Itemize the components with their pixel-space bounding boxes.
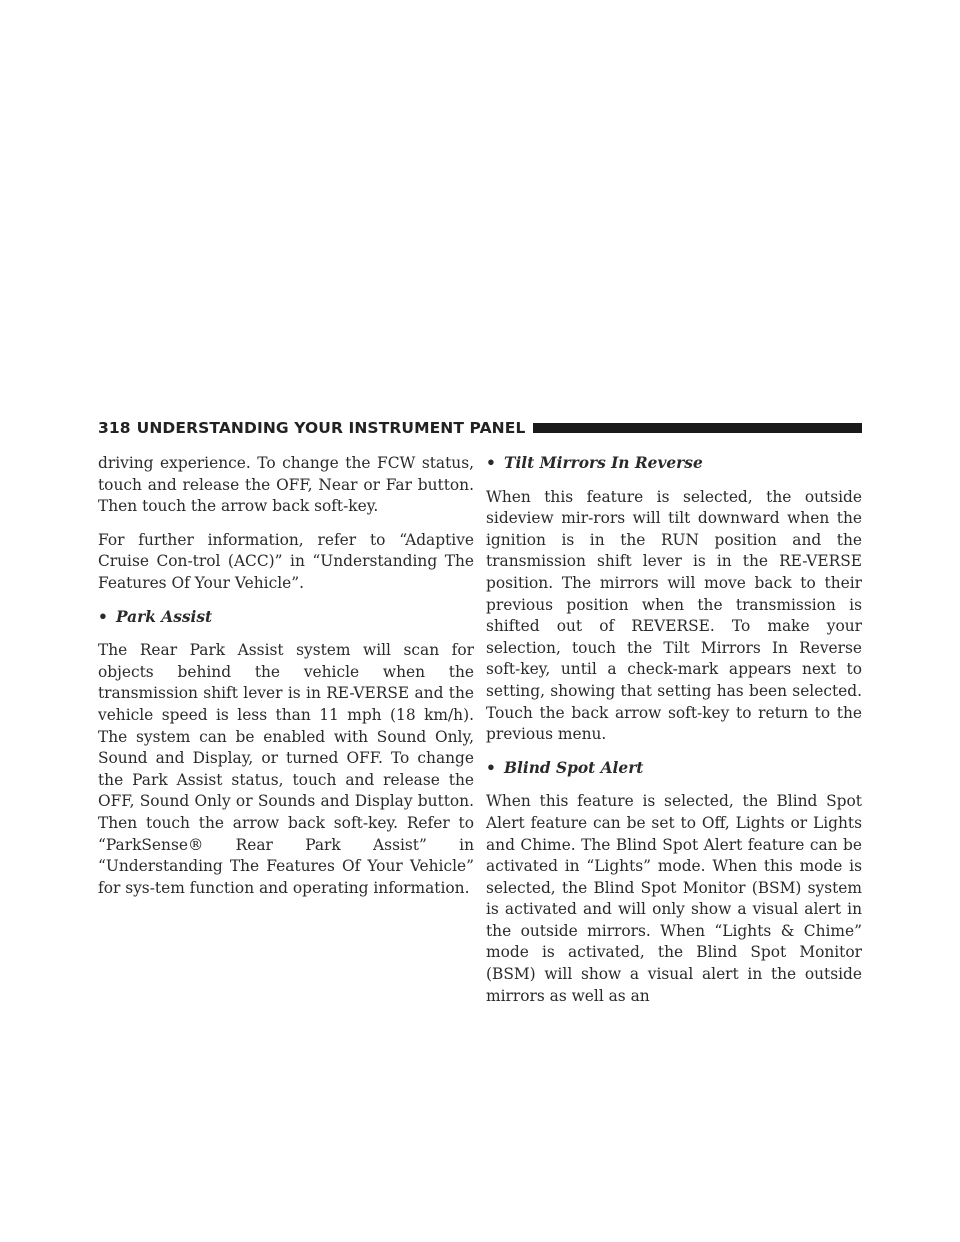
page-header — [98, 414, 862, 442]
header-rule — [533, 423, 862, 433]
paragraph-fcw: driving experience. To change the FCW status, touch and release the OFF, Near or Far button. Then touch the arrow back soft-key. — [98, 454, 474, 516]
bullet: • — [98, 607, 108, 626]
bullet: • — [486, 758, 496, 777]
park-assist-body: The Rear Park Assist system will scan for objects behind the vehicle when the transmission shift lever is in RE-VERSE and the vehicle speed is less than 11 mph (18 km/h). The system can be enabled with Sound Only, Sound and Display, or turned OFF. To change the Park Assist status, touch and release the OFF, Sound Only or Sounds and Display button. Then touch the arrow back soft-key. Refer to “ParkSense® Rear Park Assist” in “Understanding The Features Of Your Vehicle” for sys-tem function and operating information. — [98, 641, 474, 897]
tilt-mirrors-body: When this feature is selected, the outside sideview mir-rors will tilt downward when the ignition is in the RUN position and the transmission shift lever is in the RE-VERSE position. The mirrors will move back to their previous position when the transmission is shifted out of REVERSE. To make your selection, touch the Tilt Mirrors In Reverse soft-key, until a check-mark appears next to setting, showing that setting has been selected. Touch the back arrow soft-key to return to the previous menu. — [486, 487, 862, 744]
page-number: 318 — [98, 419, 131, 437]
left-column — [98, 453, 474, 899]
bullet: • — [486, 454, 496, 472]
park-assist-title: Park Assist — [116, 607, 213, 626]
blind-spot-body: When this feature is selected, the Blind Spot Alert feature can be set to Off, Lights or Lights and Chime. The Blind Spot Alert feature can be activated in “Lights” mode. When this mode is selected, the Blind Spot Monitor (BSM) system is activated and will only show a visual alert in the outside mirrors. When “Lights & Chime” mode is activated, the Blind Spot Monitor (BSM) will show a visual alert in the outside mirrors as well as an — [486, 792, 862, 1005]
blind-spot-heading — [486, 758, 862, 780]
tilt-mirrors-heading — [486, 453, 862, 475]
paragraph-acc-reference: For further information, refer to “Adaptive Cruise Con-trol (ACC)” in “Understanding The Features Of Your Vehicle”. — [98, 530, 474, 592]
tilt-mirrors-title: Tilt Mirrors In Reverse — [504, 454, 703, 472]
park-assist-heading — [98, 607, 474, 629]
blind-spot-title: Blind Spot Alert — [504, 758, 644, 777]
section-title: UNDERSTANDING YOUR INSTRUMENT PANEL — [136, 419, 526, 437]
right-column — [486, 453, 862, 1007]
